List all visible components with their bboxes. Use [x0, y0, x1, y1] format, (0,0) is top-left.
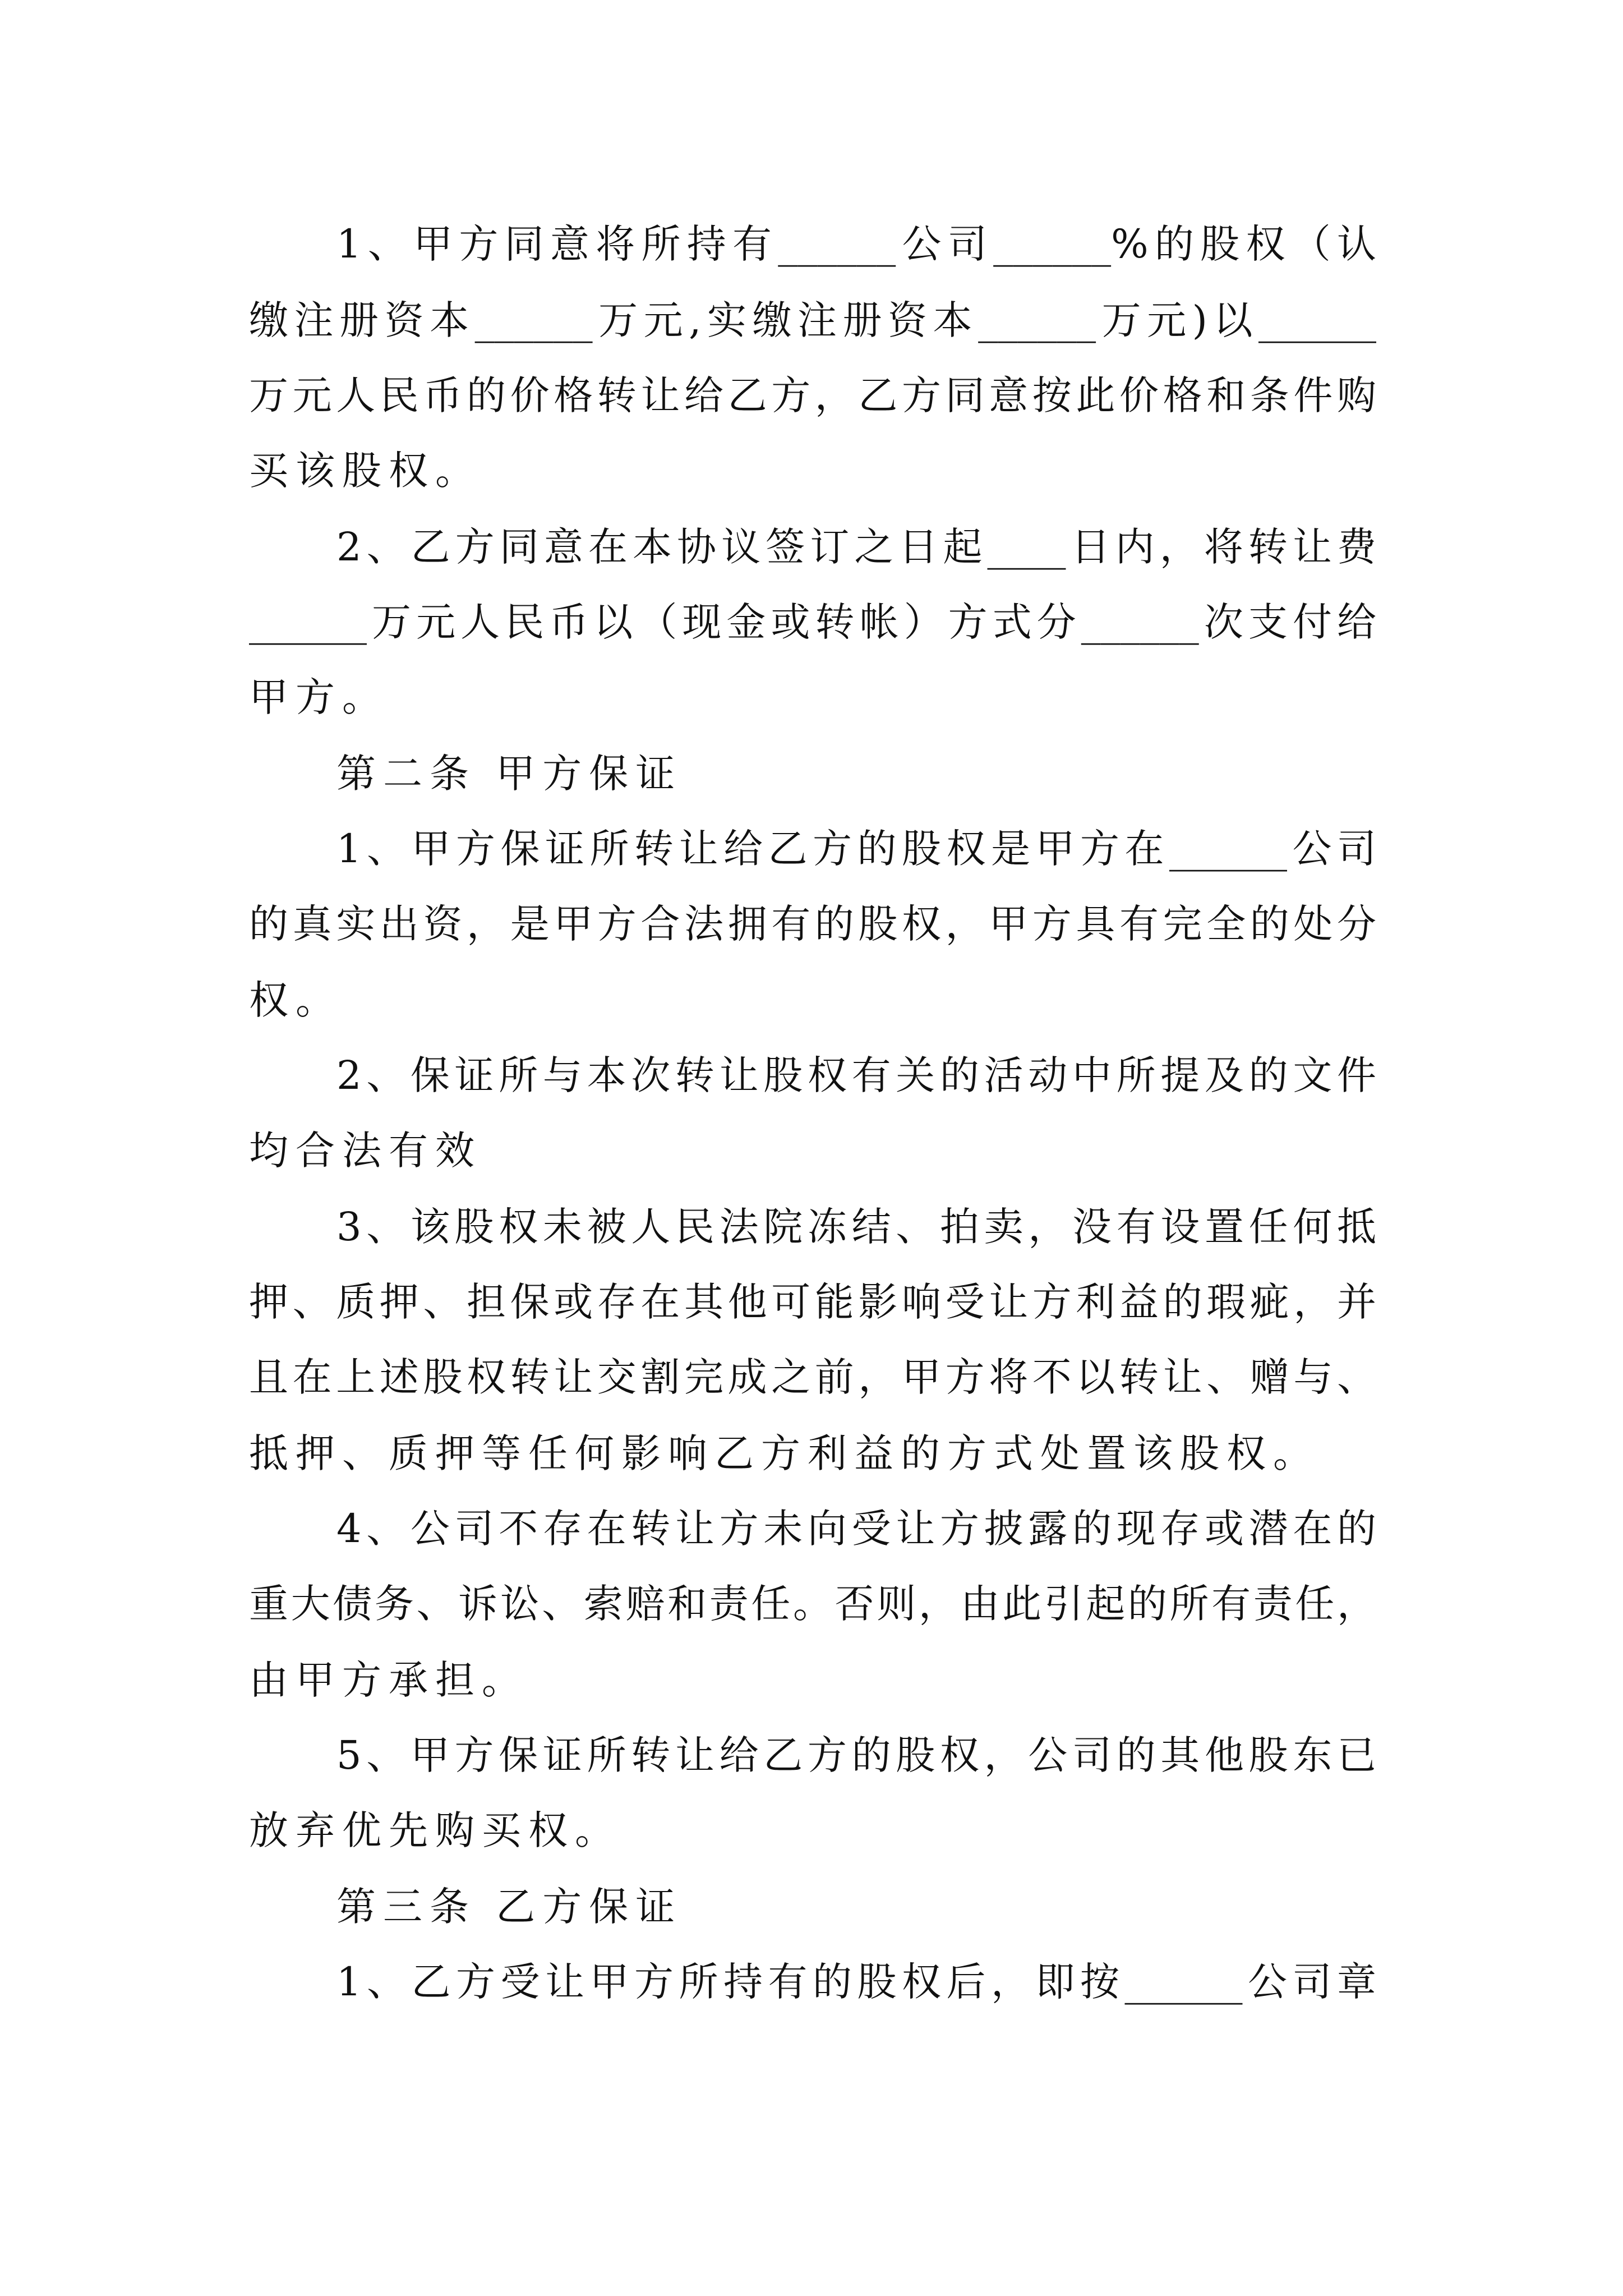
text-line: 1、甲方保证所转让给乙方的股权是甲方在______公司 [336, 826, 1376, 872]
text-line: 押、质押、担保或存在其他可能影响受让方利益的瑕疵，并 [249, 1279, 1376, 1325]
section-heading: 第二条 甲方保证 [336, 751, 683, 797]
text-line: 5、甲方保证所转让给乙方的股权，公司的其他股东已 [336, 1732, 1376, 1778]
text-line: 万元人民币的价格转让给乙方，乙方同意按此价格和条件购 [249, 372, 1376, 418]
text-line: 权。 [249, 977, 342, 1023]
text-line: 缴注册资本______万元,实缴注册资本______万元)以______ [249, 297, 1376, 343]
text-line: 2、乙方同意在本协议签订之日起____日内，将转让费 [336, 524, 1376, 570]
text-line: 由甲方承担。 [249, 1657, 528, 1703]
text-line: 4、公司不存在转让方未向受让方披露的现存或潜在的 [336, 1506, 1376, 1552]
text-line: 甲方。 [249, 674, 389, 720]
text-line: 且在上述股权转让交割完成之前，甲方将不以转让、赠与、 [249, 1354, 1376, 1400]
text-line: 重大债务、诉讼、索赔和责任。否则，由此引起的所有责任， [249, 1581, 1376, 1627]
text-line: 2、保证所与本次转让股权有关的活动中所提及的文件 [336, 1052, 1376, 1098]
text-line: 买该股权。 [249, 448, 482, 494]
text-line: 均合法有效 [249, 1128, 482, 1174]
text-line: 抵押、质押等任何影响乙方利益的方式处置该股权。 [249, 1430, 1320, 1476]
section-heading: 第三条 乙方保证 [336, 1884, 683, 1930]
text-line: 放弃优先购买权。 [249, 1807, 621, 1853]
text-line: 1、乙方受让甲方所持有的股权后，即按______公司章 [336, 1959, 1376, 2005]
text-line: ______万元人民币以（现金或转帐）方式分______次支付给 [249, 599, 1376, 645]
text-line: 1、甲方同意将所持有______公司______%的股权（认 [336, 221, 1376, 267]
text-line: 的真实出资，是甲方合法拥有的股权，甲方具有完全的处分 [249, 901, 1376, 947]
text-line: 3、该股权未被人民法院冻结、拍卖，没有设置任何抵 [336, 1204, 1376, 1250]
